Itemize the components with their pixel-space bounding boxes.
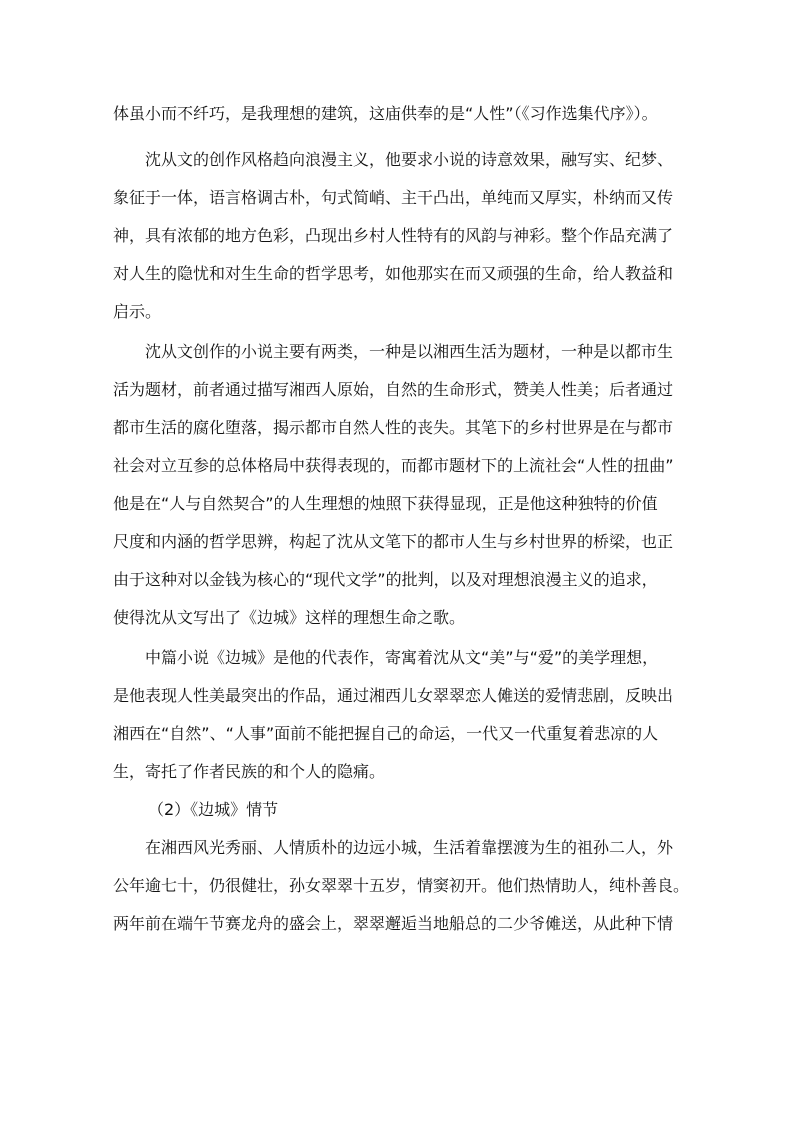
paragraph-line: 中篇小说《边城》是他的代表作，寄寓着沈从文“美”与“爱”的美学理想， [145,648,659,667]
paragraph-line: 两年前在端午节赛龙舟的盛会上，翠翠邂逅当地船总的二少爷傩送，从此种下情 [113,914,674,933]
paragraph-line: 沈从文的创作风格趋向浪漫主义，他要求小说的诗意效果，融写实、纪梦、 [145,150,674,169]
paragraph-line: 他是在“人与自然契合”的人生理想的烛照下获得显现，正是他这种独特的价值 [113,494,658,513]
paragraph-line: 象征于一体，语言格调古朴，句式简峭、主干凸出，单纯而又厚实，朴纳而又传 [113,188,674,207]
paragraph-line: 沈从文创作的小说主要有两类，一种是以湘西生活为题材，一种是以都市生 [145,342,674,361]
paragraph-line: 生，寄托了作者民族的和个人的隐痛。 [113,762,386,781]
paragraph-line: 启示。 [113,302,162,321]
paragraph-line: 神，具有浓郁的地方色彩，凸现出乡村人性特有的风韵与神彩。整个作品充满了 [113,226,674,245]
paragraph-line: 在湘西风光秀丽、人情质朴的边远小城，生活着靠摆渡为生的祖孙二人，外 [145,838,674,857]
paragraph-line: 由于这种对以金钱为核心的“现代文学”的批判，以及对理想浪漫主义的追求， [113,570,658,589]
paragraph-line: 公年逾七十，仍很健壮，孙女翠翠十五岁，情窦初开。他们热情助人，纯朴善良。 [113,876,690,895]
paragraph-line: 社会对立互参的总体格局中获得表现的，而都市题材下的上流社会“人性的扭曲” [113,456,674,475]
paragraph-line: 体虽小而不纤巧，是我理想的建筑，这庙供奉的是“人性”（《习作选集代序》）。 [113,104,658,123]
paragraph-line: 湘西在“自然”、“人事”面前不能把握自己的命运，一代又一代重复着悲凉的人 [113,724,659,743]
paragraph-line: 都市生活的腐化堕落，揭示都市自然人性的丧失。其笔下的乡村世界是在与都市 [113,418,674,437]
paragraph-line: 是他表现人性美最突出的作品，通过湘西儿女翠翠恋人傩送的爱情悲剧，反映出 [113,686,674,705]
section-heading: （2）《边城》情节 [148,800,279,819]
paragraph-line: 尺度和内涵的哲学思辨，构起了沈从文笔下的都市人生与乡村世界的桥梁，也正 [113,532,674,551]
paragraph-line: 活为题材，前者通过描写湘西人原始，自然的生命形式，赞美人性美；后者通过 [113,380,674,399]
paragraph-line: 对人生的隐忧和对生生命的哲学思考，如他那实在而又顽强的生命，给人教益和 [113,264,674,283]
paragraph-line: 使得沈从文写出了《边城》这样的理想生命之歌。 [113,608,466,627]
